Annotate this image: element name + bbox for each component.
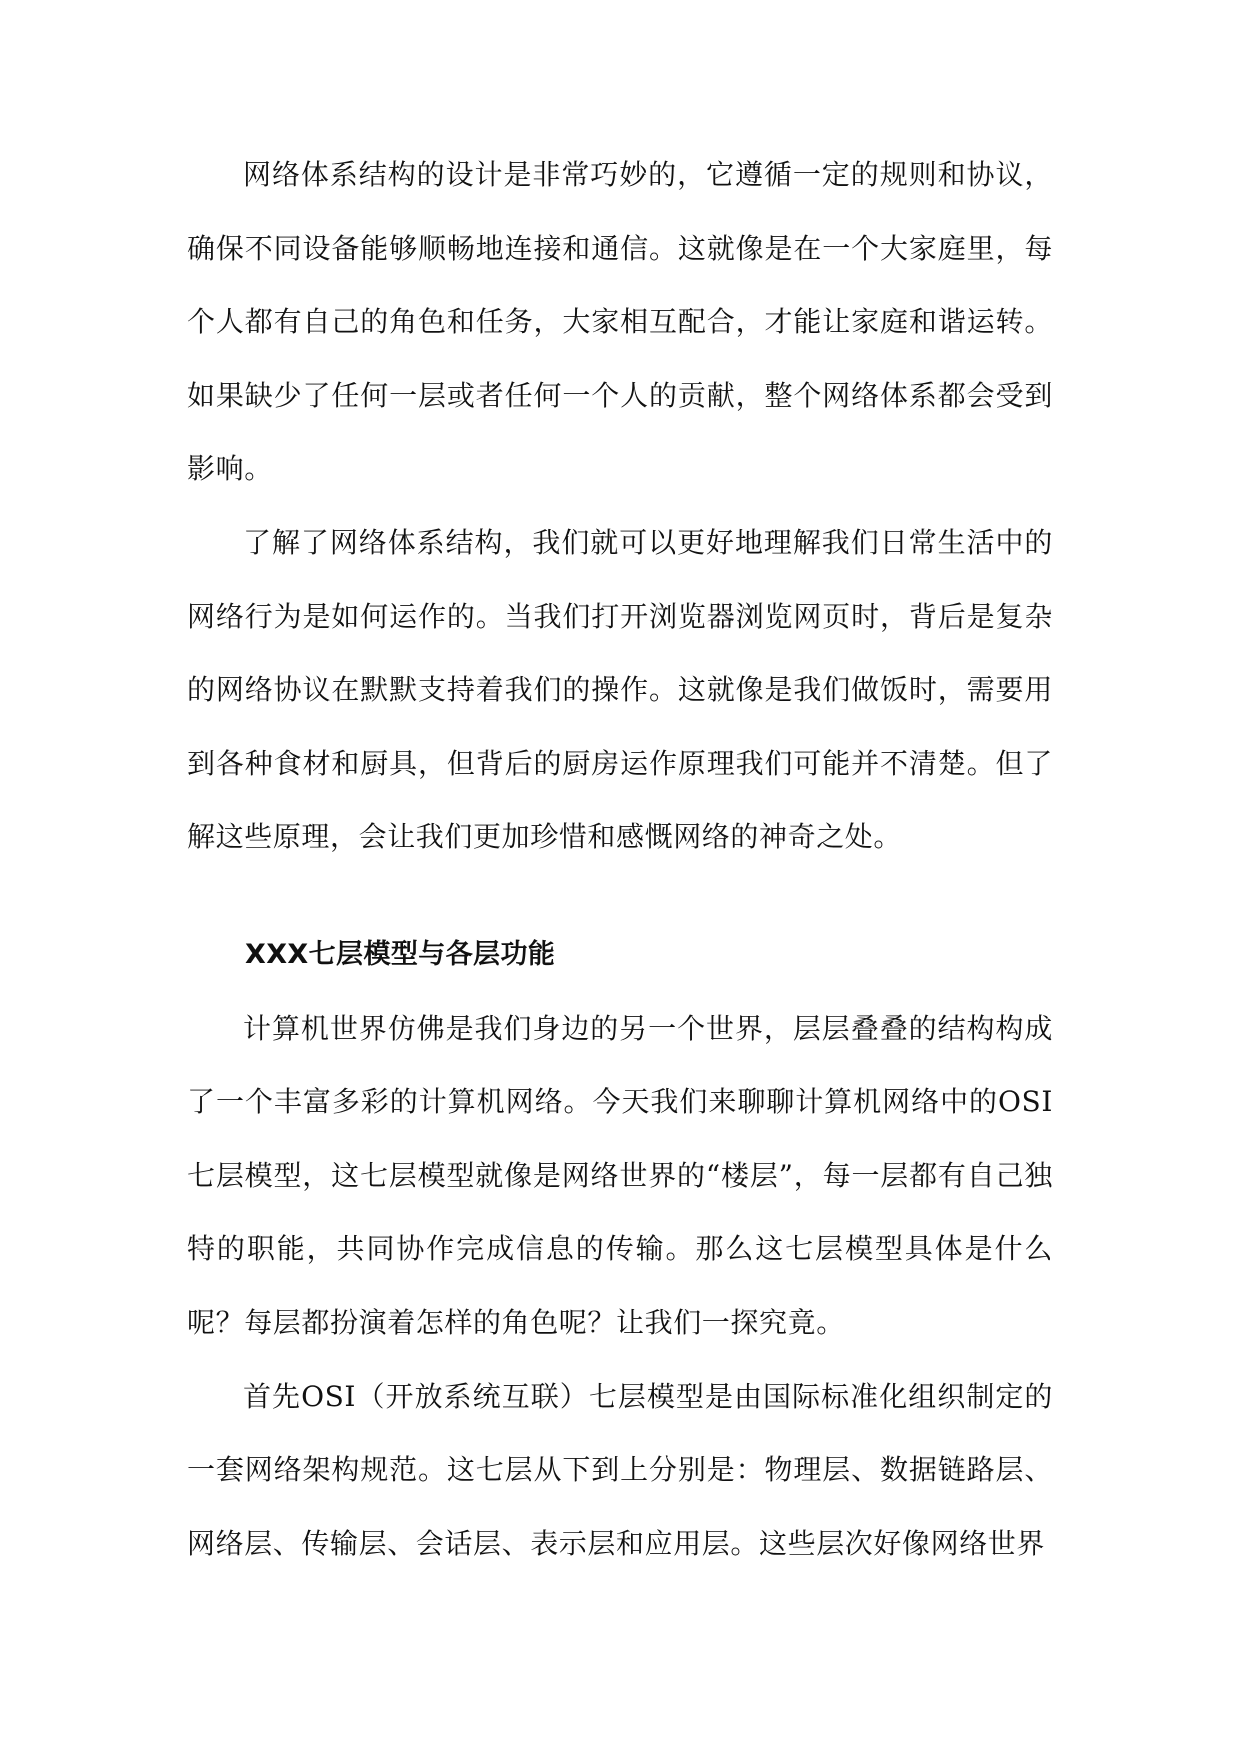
section-heading: XXX七层模型与各层功能 [245,938,556,970]
paragraph: 了解了网络体系结构，我们就可以更好地理解我们日常生活中的网络行为是如何运作的。当我们打开浏览器浏览网页时，背后是复杂的网络协议在默默支持着我们的操作。这就像是我们做饭时，需要用到各种食材和厨具，但背后的厨房运作原理我们可能并不清楚。但了解这些原理，会让我们更加珍惜和感慨网络的神奇之处。 [187,525,1053,854]
document-body [187,138,1053,1580]
paragraph: 首先OSI（开放系统互联）七层模型是由国际标准化组织制定的一套网络架构规范。这七层从下到上分别是：物理层、数据链路层、网络层、传输层、会话层、表示层和应用层。这些层次好像网络世界 [187,1379,1053,1560]
paragraph: 计算机世界仿佛是我们身边的另一个世界，层层叠叠的结构构成了一个丰富多彩的计算机网络。今天我们来聊聊计算机网络中的OSI七层模型，这七层模型就像是网络世界的“楼层”，每一层都有自己独特的职能，共同协作完成信息的传输。那么这七层模型具体是什么呢？每层都扮演着怎样的角色呢？让我们一探究竟。 [187,1011,1053,1339]
paragraph: 网络体系结构的设计是非常巧妙的，它遵循一定的规则和协议，确保不同设备能够顺畅地连接和通信。这就像是在一个大家庭里，每个人都有自己的角色和任务，大家相互配合，才能让家庭和谐运转。如果缺少了任何一层或者任何一个人的贡献，整个网络体系都会受到影响。 [187,158,1053,486]
